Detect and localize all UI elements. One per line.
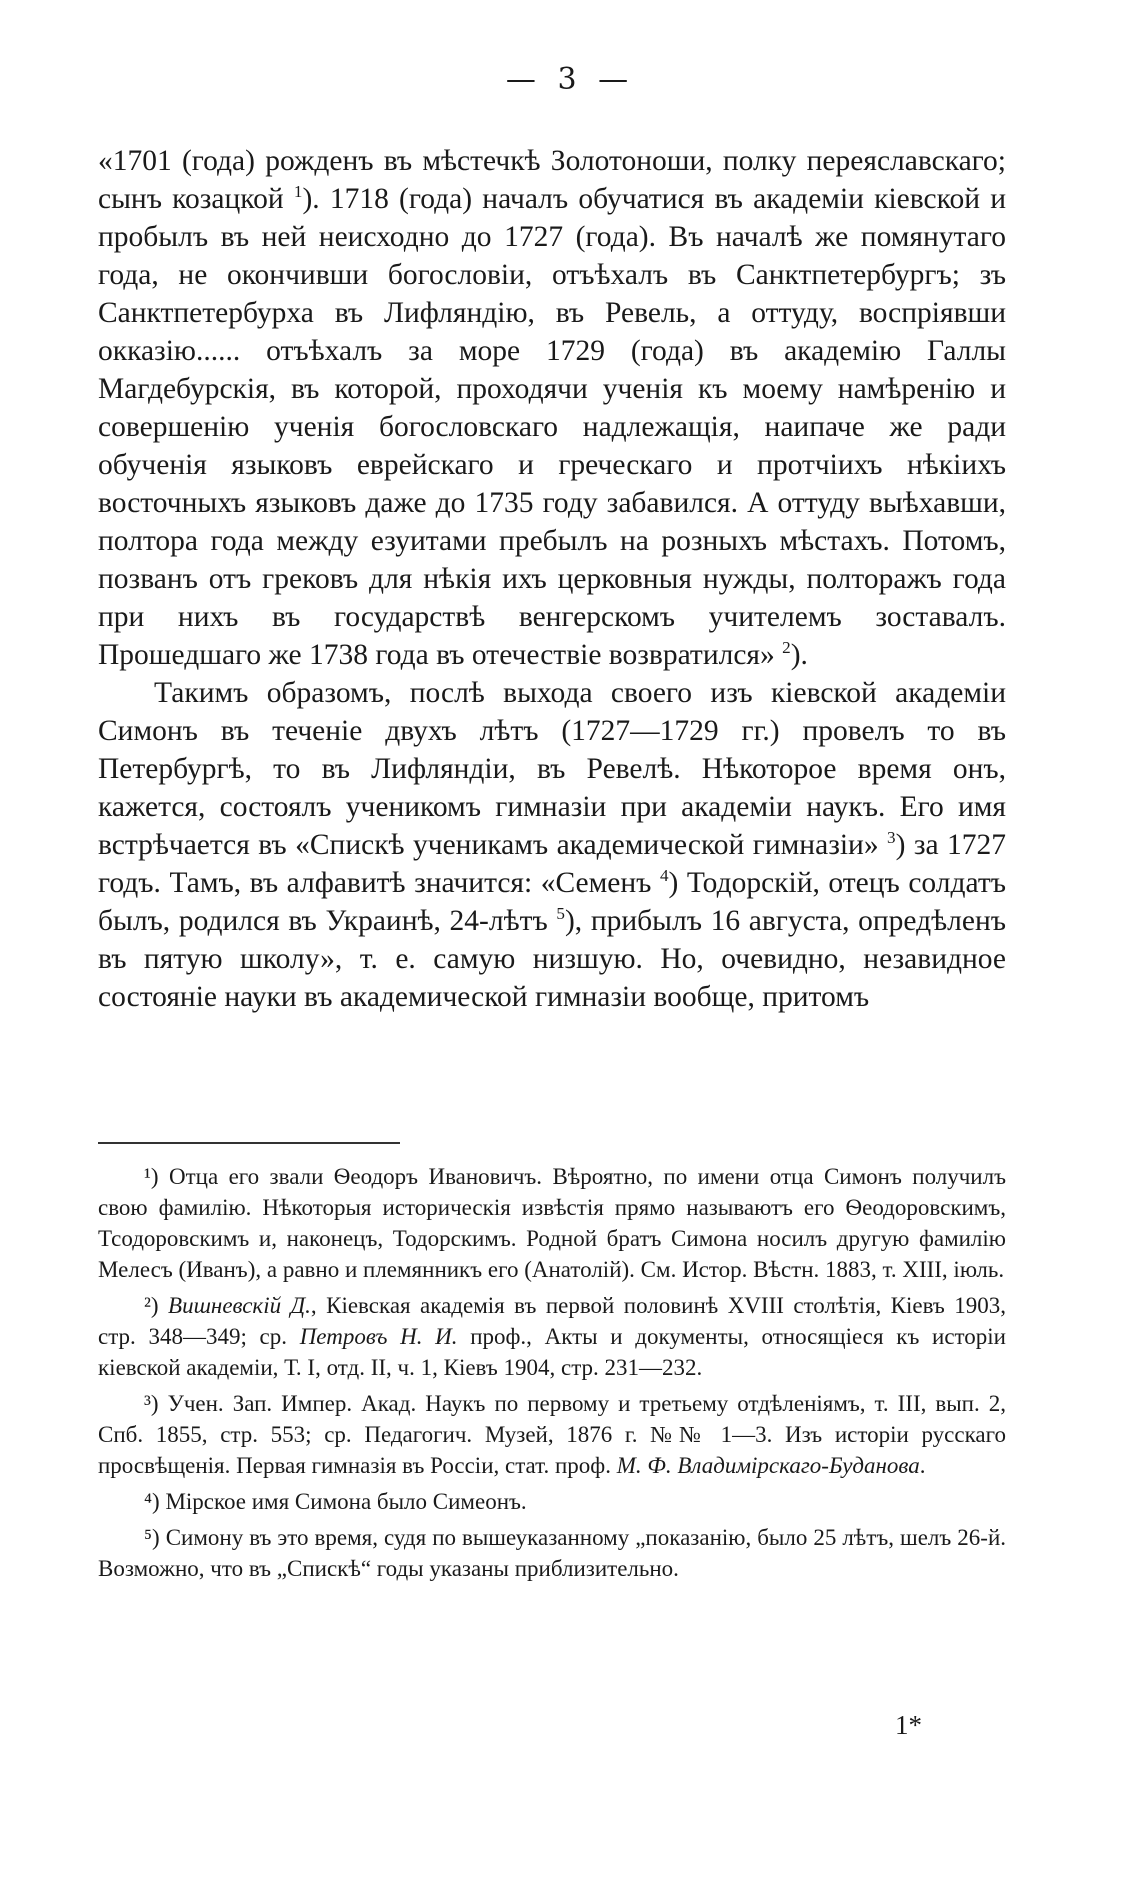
footnote-2: [98, 1290, 1006, 1383]
paragraph-2: [98, 674, 1006, 1016]
footnote-3-text-a: Учен. Зап. Импер. Акад. Наукъ по первому и третьему отдѣленіямъ, т. III, вып. 2, Спб. 1855, стр. 553; ср. Педагогич. Музей, 1876 г. №№ 1—3. Изъ исторіи русскаго просвѣщенія. Первая гимназія въ Россіи, стат. проф.: [98, 1391, 1006, 1478]
footnote-5: [98, 1522, 1006, 1584]
main-text: [98, 142, 1006, 1016]
footnote-ref-5[interactable]: 5: [556, 904, 565, 924]
paragraph-1-text-b: ). 1718 (года) началъ обучатися въ академіи кіевской и пробылъ въ ней неисходно до 1727 (года). Въ началѣ же помянутаго года, не окончивши богословіи, отъѣхалъ въ Санктпетербургъ; зъ Санктпетербурха въ Лифляндію, въ Ревель, а оттуду, воспріявши окказію...... отъѣхалъ за море 1729 (года) въ академію Галлы Магдебурскія, въ которой, проходячи ученія къ моему намѣренію и совершенію ученія богословскаго надлежащія, наипаче же ради обученія языковъ еврейскаго и греческаго и протчіихъ нѣкіихъ восточныхъ языковъ даже до 1735 году забавился. А оттуду выѣхавши, полтора года между езуитами пребылъ на розныхъ мѣстахъ. Потомъ, позванъ отъ грековъ для нѣкія ихъ церковныя нужды, полторажъ года при нихъ въ государствѣ венгерскомъ учителемъ зоставалъ. Прошедшаго же 1738 года въ отечествіе возвратился»: [98, 183, 1006, 671]
footnote-3-mark: ³): [144, 1391, 159, 1416]
footnote-2-author-1: Вишневскій Д.: [168, 1293, 311, 1318]
footnote-2-mark: ²): [144, 1293, 159, 1318]
footnote-1: [98, 1161, 1006, 1285]
footnote-2-text-a: , Кіевская академія въ первой половинѣ XVIII столѣтія, Кіевъ 1903, стр. 348—349; ср.: [98, 1293, 1007, 1349]
footnote-1-mark: ¹): [144, 1164, 159, 1189]
footnote-ref-2[interactable]: 2: [782, 638, 791, 658]
footnote-3-author: М. Ф. Владимірскаго-Буданова: [616, 1453, 920, 1478]
paragraph-2-text-c: ) Тодорскій, отецъ солдатъ былъ, родился въ Украинѣ, 24-лѣтъ: [98, 867, 1006, 937]
footnote-5-text: Симону въ это время, судя по вышеуказанному „показанію, было 25 лѣтъ, шелъ 26-й. Возможно, что въ „Спискѣ“ годы указаны приблизительно.: [98, 1525, 1006, 1581]
footnote-3: [98, 1388, 1006, 1481]
paragraph-1-text-c: ).: [790, 639, 808, 671]
footnote-divider: [98, 1142, 400, 1144]
paragraph-2-text-a: Такимъ образомъ, послѣ выхода своего изъ кіевской академіи Симонъ въ теченіе двухъ лѣтъ (1727—1729 гг.) провелъ то въ Петербургѣ, то въ Лифляндіи, въ Ревелѣ. Нѣкоторое время онъ, кажется, состоялъ ученикомъ гимназіи при академіи наукъ. Его имя встрѣчается въ «Спискѣ ученикамъ академической гимназіи»: [98, 677, 1006, 861]
paragraph-2-text-b: ) за 1727 годъ. Тамъ, въ алфавитѣ значится: «Семенъ: [98, 829, 1007, 899]
footnote-4: [98, 1486, 1006, 1517]
footnote-3-text-b: .: [919, 1453, 926, 1478]
footnote-5-mark: ⁵): [144, 1525, 160, 1550]
footnote-1-text: Отца его звали Ѳеодоръ Ивановичъ. Вѣроятно, по имени отца Симонъ получилъ свою фамилію. Нѣкоторыя историческія извѣстія прямо называютъ его Ѳеодоровскимъ, Тсодоровскимъ и, наконецъ, Тодорскимъ. Родной братъ Симона носилъ другую фамилію Мелесъ (Иванъ), а равно и племянникъ его (Анатолій). См. Истор. Вѣстн. 1883, т. XIII, іюль.: [98, 1164, 1006, 1282]
footnote-ref-1[interactable]: 1: [293, 182, 303, 202]
footnote-4-mark: ⁴): [144, 1489, 160, 1514]
paragraph-2-text-d: ), прибылъ 16 августа, опредѣленъ въ пятую школу», т. е. самую низшую. Но, очевидно, незавидное состояніе науки въ академической гимназіи вообще, притомъ: [98, 905, 1006, 1013]
footnote-2-text-b: проф., Акты и документы, относящіеся къ исторіи кіевской академіи, Т. I, отд. II, ч. 1, Кіевъ 1904, стр. 231—232.: [98, 1324, 1006, 1380]
footnotes: [98, 1161, 1006, 1589]
footnote-ref-4[interactable]: 4: [659, 866, 669, 886]
footnote-4-text: Мірское имя Симона было Симеонъ.: [159, 1489, 527, 1514]
footnote-ref-3[interactable]: 3: [887, 828, 896, 848]
footnote-2-author-2: Петровъ Н. И.: [299, 1324, 458, 1349]
page-number: — 3 —: [505, 62, 635, 97]
paragraph-1-text-a: «1701 (года) рожденъ въ мѣстечкѣ Золотоноши, полку переяславскаго; сынъ козацкой: [98, 145, 1006, 215]
signature-mark: 1*: [895, 1710, 922, 1740]
paragraph-1: [98, 142, 1006, 674]
